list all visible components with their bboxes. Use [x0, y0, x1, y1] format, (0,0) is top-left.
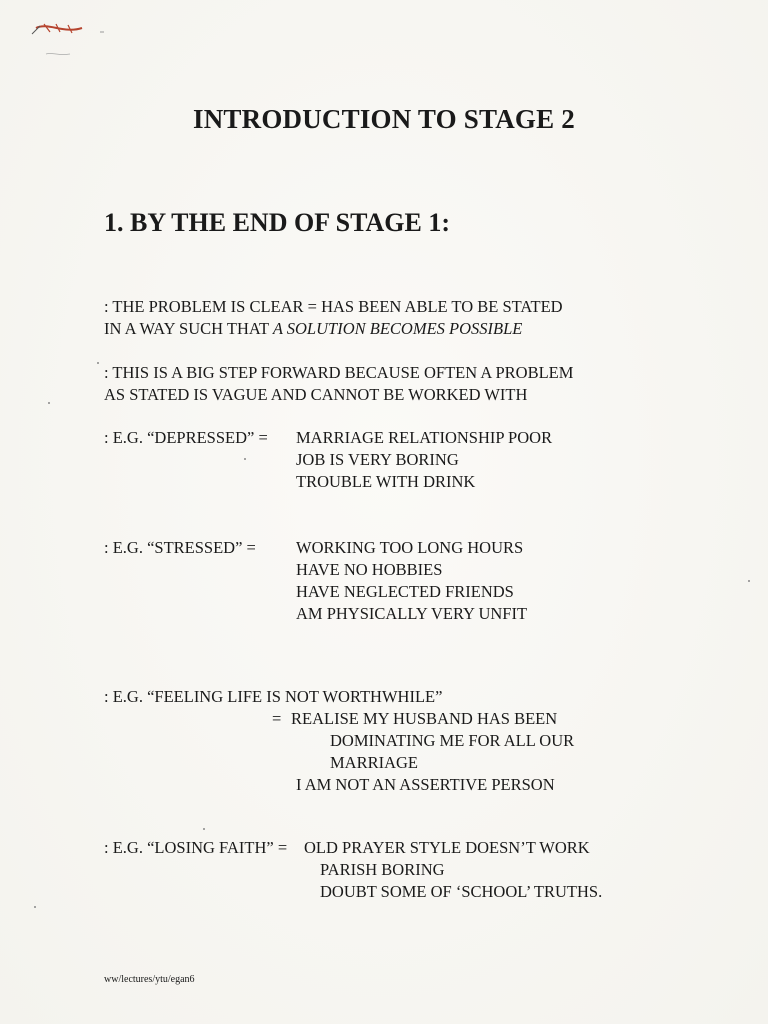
example3-item: I AM NOT AN ASSERTIVE PERSON — [296, 775, 555, 794]
scan-speck — [34, 906, 36, 908]
para2-line2: AS STATED IS VAGUE AND CANNOT BE WORKED WITH — [104, 385, 528, 404]
section-heading: 1. BY THE END OF STAGE 1: — [104, 208, 450, 237]
example3-equals: = — [272, 709, 282, 728]
para1-line1: : THE PROBLEM IS CLEAR = HAS BEEN ABLE TO BE STATED — [104, 297, 563, 316]
example2-item: WORKING TOO LONG HOURS — [296, 538, 524, 557]
footer-path: ww/lectures/ytu/egan6 — [104, 974, 195, 985]
scan-speck — [244, 458, 246, 460]
scan-speck — [748, 580, 750, 582]
page-title: INTRODUCTION TO STAGE 2 — [193, 104, 575, 134]
para1-line2-emphasis: A SOLUTION BECOMES POSSIBLE — [272, 319, 523, 338]
example3-item: REALISE MY HUSBAND HAS BEEN — [291, 709, 558, 728]
para1-line2-plain: IN A WAY SUCH THAT — [104, 319, 273, 338]
example1-label: : E.G. “DEPRESSED” = — [104, 428, 268, 447]
example2-item: HAVE NO HOBBIES — [296, 560, 443, 579]
example2-item: HAVE NEGLECTED FRIENDS — [296, 582, 514, 601]
scan-speck — [48, 402, 50, 404]
example4-item: DOUBT SOME OF ‘SCHOOL’ TRUTHS. — [320, 882, 603, 901]
example1-item: TROUBLE WITH DRINK — [296, 472, 476, 491]
example4-item: OLD PRAYER STYLE DOESN’T WORK — [304, 838, 590, 857]
pen-scribble-mark — [30, 12, 120, 62]
example3-label: : E.G. “FEELING LIFE IS NOT WORTHWHILE” — [104, 687, 443, 706]
para2-line1: : THIS IS A BIG STEP FORWARD BECAUSE OFTEN A PROBLEM — [104, 363, 574, 382]
example4-label: : E.G. “LOSING FAITH” = — [104, 838, 288, 857]
example2-label: : E.G. “STRESSED” = — [104, 538, 256, 557]
scan-speck — [97, 362, 99, 364]
example3-item: MARRIAGE — [330, 753, 419, 772]
example2-item: AM PHYSICALLY VERY UNFIT — [296, 604, 528, 623]
example1-item: JOB IS VERY BORING — [296, 450, 459, 469]
scan-speck — [203, 828, 205, 830]
example4-item: PARISH BORING — [320, 860, 445, 879]
example3-item: DOMINATING ME FOR ALL OUR — [330, 731, 575, 750]
example1-item: MARRIAGE RELATIONSHIP POOR — [296, 428, 553, 447]
para1-line2 — [104, 318, 522, 339]
